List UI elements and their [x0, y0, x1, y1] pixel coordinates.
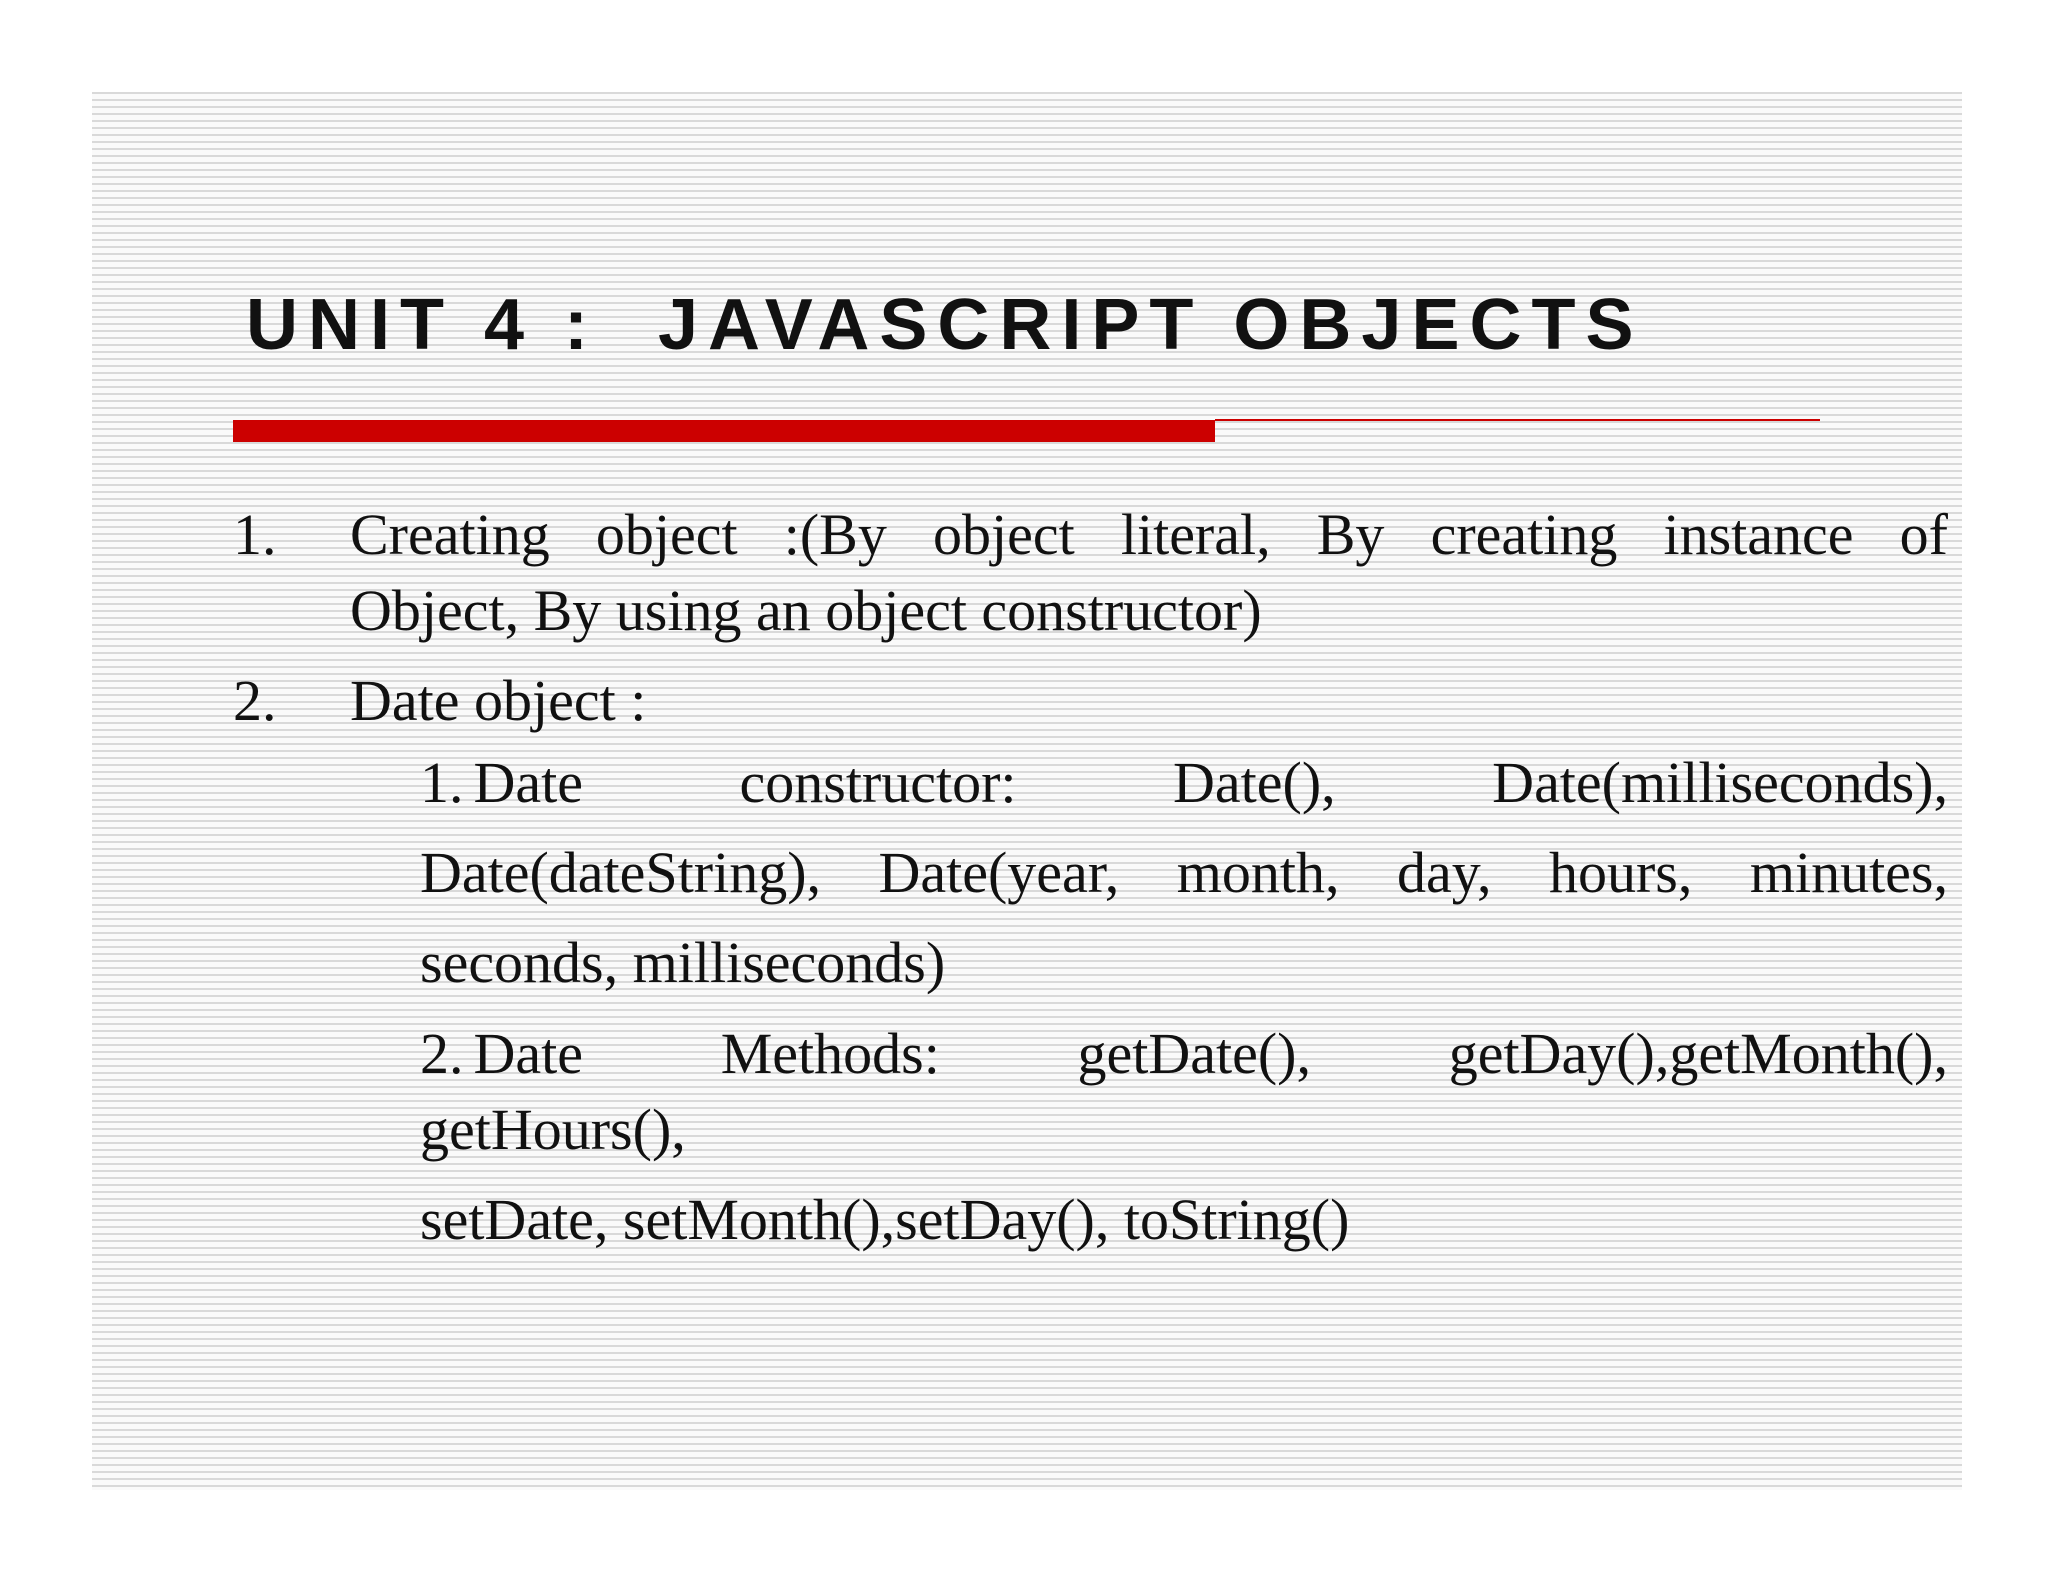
sub-item-2-line-1 [420, 1016, 1948, 1092]
sub-item-1-line-2: Date(dateString), Date(year, month, day, hours, minutes, [420, 840, 1948, 905]
sub-item-2-line-2: getHours(), [420, 1097, 686, 1162]
sub-item-1-line-1-text: Date constructor: Date(), Date(milliseconds), [473, 750, 1948, 815]
list-item-2-text: Date object : [350, 668, 647, 733]
sub-item-1-line-3: seconds, milliseconds) [420, 930, 946, 995]
list-item-1-line-1: Creating object :(By object literal, By creating instance of [350, 502, 1948, 567]
sub-item-2-line-3: setDate, setMonth(),setDay(), toString() [420, 1187, 1350, 1252]
list-item-1-line-2: Object, By using an object constructor) [350, 578, 1262, 643]
sub-item-1-line-1 [420, 738, 1948, 828]
sub-item-1 [420, 738, 1948, 1008]
list-item-1-number: 1. [233, 502, 277, 567]
title-underline-thick [233, 420, 1215, 442]
title-underline-thin [1215, 419, 1820, 421]
list-item-2-number: 2. [233, 668, 277, 733]
slide-title: UNIT 4 : JAVASCRIPT OBJECTS [246, 285, 1644, 365]
sub-item-2-line-1-text: Date Methods: getDate(), getDay(),getMonth(), [473, 1021, 1948, 1086]
sub-item-2 [420, 1016, 1948, 1258]
sub-item-2-number: 2. [420, 1021, 464, 1086]
sub-item-1-number: 1. [420, 750, 464, 815]
